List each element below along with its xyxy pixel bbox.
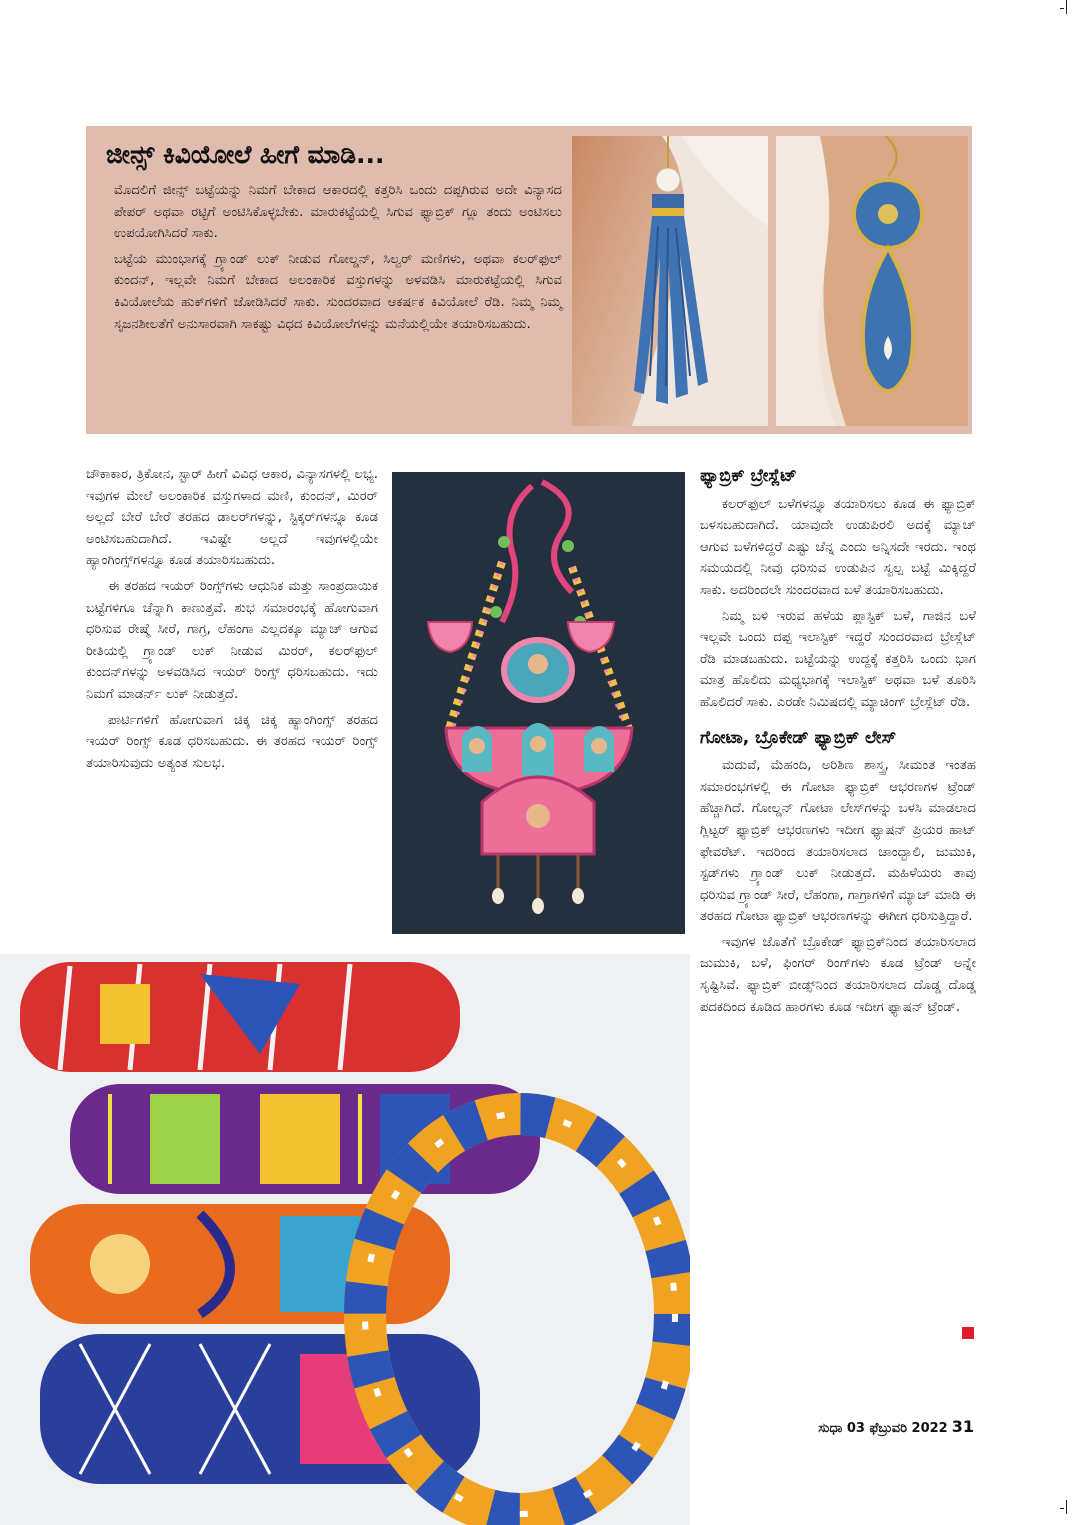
article-paragraph: ಈ ತರಹದ ಇಯರ್ ರಿಂಗ್ಸ್‌ಗಳು ಆಧುನಿಕ ಮತ್ತು ಸಾಂಪ್ರದಾಯಿಕ ಬಟ್ಟೆಗಳಿಗೂ ಚೆನ್ನಾಗಿ ಕಾಣುತ್ತವೆ. ಶುಭ ಸಮಾರಂಭಕ್ಕೆ ಹೋಗುವಾಗ ಧರಿಸುವ ರೇಷ್ಮೆ ಸೀರೆ, ಗಾಗ್ರ, ಲೆಹಂಗಾ ಎಲ್ಲದಕ್ಕೂ ಮ್ಯಾಚ್ ಆಗುವ ರೀತಿಯಲ್ಲಿ ಗ್ರ್ಯಾಂಡ್ ಲುಕ್ ನೀಡುವ ಮಿರರ್, ಕಲರ್‌ಫುಲ್ ಕುಂದನ್‌ಗಳನ್ನು ಅಳವಡಿಸಿದ ಇಯರ್ ರಿಂಗ್ಸ್ ಧರಿಸಬಹುದು. ಇದು ನಿಮಗೆ ಮಾಡರ್ನ್ ಲುಕ್ ನೀಡುತ್ತದೆ.: [86, 578, 378, 702]
feature-title: ಜೀನ್ಸ್ ಕಿವಿಯೋಲೆ ಹೀಗೆ ಮಾಡಿ...: [106, 140, 385, 169]
feature-paragraph: ಬಟ್ಟೆಯ ಮುಂಭಾಗಕ್ಕೆ ಗ್ರ್ಯಾಂಡ್ ಲುಕ್ ನೀಡುವ ಗೋಲ್ಡನ್, ಸಿಲ್ವರ್ ಮಣಿಗಳು, ಅಥವಾ ಕಲರ್‌ಫುಲ್ ಕುಂದನ್, ಇಲ್ಲವೇ ನಿಮಗೆ ಬೇಕಾದ ಅಲಂಕಾರಿಕ ವಸ್ತುಗಳನ್ನು ಅಳವಡಿಸಿ ಮಾರುಕಟ್ಟೆಯಲ್ಲಿ ಸಿಗುವ ಕಿವಿಯೋಲೆಯ ಹುಕ್‌ಗಳಿಗೆ ಜೋಡಿಸಿದರೆ ಸಾಕು. ಸುಂದರವಾದ ಆಕರ್ಷಕ ಕಿವಿಯೋಲೆ ರೆಡಿ. ನಿಮ್ಮ ನಿಮ್ಮ ಸೃಜನಶೀಲತೆಗೆ ಅನುಸಾರವಾಗಿ ಸಾಕಷ್ಟು ವಿಧದ ಕಿವಿಯೋಲೆಗಳನ್ನು ಮನೆಯಲ್ಲಿಯೇ ತಯಾರಿಸಬಹುದು.: [114, 251, 562, 332]
crop-mark: [1060, 8, 1064, 9]
article-paragraph: ಇವುಗಳ ಜೊತೆಗೆ ಬ್ರೊಕೇಡ್ ಫ್ಯಾಬ್ರಿಕ್‌ನಿಂದ ತಯಾರಿಸಲಾದ ಜುಮುಕಿ, ಬಳೆ, ಫಿಂಗರ್ ರಿಂಗ್‌ಗಳು ಕೂಡ ಟ್ರೆಂಡ್ ಅನ್ನೇ ಸೃಷ್ಟಿಸಿವೆ. ಫ್ಯಾಬ್ರಿಕ್ ಬೀಡ್ಸ್‌ನಿಂದ ತಯಾರಿಸಲಾದ ದೊಡ್ಡ ದೊಡ್ಡ ಪದಕದಿಂದ ಕೂಡಿದ ಹಾರಗಳು ಕೂಡ ಇದೀಗ ಫ್ಯಾಷನ್ ಟ್ರೆಂಡ್.: [700, 934, 976, 1015]
page-number: 31: [951, 1417, 974, 1436]
feature-body: [114, 180, 562, 339]
article-paragraph: ಕಲರ್‌ಫುಲ್ ಬಳೆಗಳನ್ನೂ ತಯಾರಿಸಲು ಕೂಡ ಈ ಫ್ಯಾಬ್ರಿಕ್ ಬಳಸಬಹುದಾಗಿದೆ. ಯಾವುದೇ ಉಡುಪಿರಲಿ ಅದಕ್ಕೆ ಮ್ಯಾಚ್ ಆಗುವ ಬಳೆಗಳಿದ್ದರೆ ಎಷ್ಟು ಚೆನ್ನ ಎಂದು ಅನ್ನಿಸದೇ ಇರದು. ಇಂಥ ಸಮಯದಲ್ಲಿ ನೀವು ಧರಿಸುವ ಉಡುಪಿನ ಸ್ವಲ್ಪ ಬಟ್ಟೆ ಮಿಕ್ಕಿದ್ದರೆ ಸಾಕು. ಅದರಿಂದಲೇ ಸುಂದರವಾದ ಬಳೆ ತಯಾರಿಸಬಹುದು.: [700, 496, 976, 598]
right-column: [700, 466, 976, 1022]
footer-publication: ಸುಧಾ 03 ಫೆಬ್ರುವರಿ 2022: [818, 1421, 948, 1436]
crop-mark: [1066, 0, 1067, 14]
section-heading-gota-brocade: ಗೋಟಾ, ಬ್ರೊಕೇಡ್ ಫ್ಯಾಬ್ರಿಕ್ ಲೇಸ್: [700, 727, 897, 748]
article-paragraph: ನಿಮ್ಮ ಬಳಿ ಇರುವ ಹಳೆಯ ಪ್ಲಾಸ್ಟಿಕ್ ಬಳೆ, ಗಾಜಿನ ಬಳೆ ಇಲ್ಲವೇ ಒಂದು ದಪ್ಪ ಇಲಾಸ್ಟಿಕ್ ಇದ್ದರೆ ಸುಂದರವಾದ ಬ್ರೇಸ್ಲೆಟ್ ರೆಡಿ ಮಾಡಬಹುದು. ಬಟ್ಟೆಯನ್ನು ಉದ್ದಕ್ಕೆ ಕತ್ತರಿಸಿ ಒಂದು ಭಾಗ ಮಾತ್ರ ಹೊಲಿದು ಮಧ್ಯಭಾಗಕ್ಕೆ ಇಲಾಸ್ಟಿಕ್ ಅಥವಾ ಬಳೆ ತೂರಿಸಿ ಹೊಲಿದರೆ ಸಾಕು. ಎರಡೇ ನಿಮಿಷದಲ್ಲಿ ಮ್ಯಾಚಿಂಗ್ ಬ್ರೇಸ್ಲೆಟ್ ರೆಡಿ.: [700, 608, 976, 710]
article-end-mark: [962, 1327, 974, 1339]
page-footer: [818, 1417, 974, 1436]
crop-mark: [1066, 1500, 1067, 1514]
article-paragraph: ಚೌಕಾಕಾರ, ತ್ರಿಕೋನ, ಸ್ಟಾರ್ ಹೀಗೆ ವಿವಿಧ ಆಕಾರ, ವಿನ್ಯಾಸಗಳಲ್ಲಿ ಲಭ್ಯ. ಇವುಗಳ ಮೇಲೆ ಅಲಂಕಾರಿಕ ವಸ್ತುಗಳಾದ ಮಣಿ, ಕುಂದನ್, ಮಿರರ್ ಅಲ್ಲದೆ ಬೇರೆ ಬೇರೆ ತರಹದ ಡಾಲರ್‌ಗಳನ್ನು, ಸ್ಟಿಕ್ಕರ್‌ಗಳನ್ನೂ ಕೂಡ ಅಂಟಿಸಬಹುದಾಗಿದೆ. ಇವಿಷ್ಟೇ ಅಲ್ಲದೆ ಇವುಗಳಲ್ಲಿಯೇ ಹ್ಯಾಂಗಿಂಗ್ಸ್‌ಗಳನ್ನೂ ಕೂಡ ತಯಾರಿಸಬಹುದು.: [86, 467, 378, 569]
crop-mark: [1060, 1508, 1064, 1509]
article-paragraph: ಮದುವೆ, ಮೆಹಂದಿ, ಅರಿಶಿಣ ಶಾಸ್ತ್ರ, ಸೀಮಂತ ಇಂತಹ ಸಮಾರಂಭಗಳಲ್ಲಿ ಈ ಗೋಟಾ ಫ್ಯಾಬ್ರಿಕ್ ಆಭರಣಗಳ ಟ್ರೆಂಡ್ ಹೆಚ್ಚಾಗಿದೆ. ಗೋಲ್ಡನ್ ಗೋಟಾ ಲೇಸ್‌ಗಳನ್ನು ಬಳಸಿ ಮಾಡಲಾದ ಗ್ಲಿಟ್ಟರ್ ಫ್ಯಾಬ್ರಿಕ್ ಆಭರಣಗಳು ಇದೀಗ ಫ್ಯಾಷನ್ ಪ್ರಿಯರ ಹಾಟ್ ಫೇವರೆಟ್. ಇದರಿಂದ ತಯಾರಿಸಲಾದ ಚಾಂದ್ಬಾಲಿ, ಜುಮುಕಿ, ಸ್ಟಡ್‌ಗಳು ಗ್ರ್ಯಾಂಡ್ ಲುಕ್ ನೀಡುತ್ತದೆ. ಮಹಿಳೆಯರು ತಾವು ಧರಿಸುವ ಗ್ರ್ಯಾಂಡ್ ಸೀರೆ, ಲೆಹಂಗಾ, ಗಾಗ್ರಾಗಳಿಗೆ ಮ್ಯಾಚ್ ಮಾಡಿ ಈ ತರಹದ ಗೋಟಾ ಫ್ಯಾಬ್ರಿಕ್ ಆಭರಣಗಳನ್ನು ಈಗೀಗ ಧರಿಸುತ್ತಿದ್ದಾರೆ.: [700, 758, 976, 925]
article-paragraph: ಪಾರ್ಟಿಗಳಿಗೆ ಹೋಗುವಾಗ ಚಿಕ್ಕ ಚಿಕ್ಕ ಹ್ಯಾಂಗಿಂಗ್ಸ್ ತರಹದ ಇಯರ್ ರಿಂಗ್ಸ್ ಕೂಡ ಧರಿಸಬಹುದು. ಈ ತರಹದ ಇಯರ್ ರಿಂಗ್ಸ್ ತಯಾರಿಸುವುದು ಅತ್ಯಂತ ಸುಲಭ.: [86, 712, 378, 771]
painted-necklace-photo: [392, 472, 685, 934]
denim-drop-earring-photo: [776, 136, 968, 426]
denim-tassel-earring-photo: [572, 136, 768, 426]
fabric-bangles-photo: [0, 954, 690, 1525]
feature-box: [86, 126, 972, 434]
feature-paragraph: ಮೊದಲಿಗೆ ಜೀನ್ಸ್ ಬಟ್ಟೆಯನ್ನು ನಿಮಗೆ ಬೇಕಾದ ಆಕಾರದಲ್ಲಿ ಕತ್ತರಿಸಿ ಒಂದು ದಪ್ಪಗಿರುವ ಅದೇ ವಿನ್ಯಾಸದ ಪೇಪರ್ ಅಥವಾ ರಟ್ಟಿಗೆ ಅಂಟಿಸಿಕೊಳ್ಳಬೇಕು. ಮಾರುಕಟ್ಟೆಯಲ್ಲಿ ಸಿಗುವ ಫ್ಯಾಬ್ರಿಕ್ ಗ್ಲೂ ತಂದು ಅಂಟಿಸಲು ಉಪಯೋಗಿಸಿದರೆ ಸಾಕು.: [114, 183, 562, 242]
section-heading-fabric-bracelet: ಫ್ಯಾಬ್ರಿಕ್ ಬ್ರೇಸ್ಲೆಟ್: [700, 466, 797, 486]
left-column: [86, 464, 378, 778]
